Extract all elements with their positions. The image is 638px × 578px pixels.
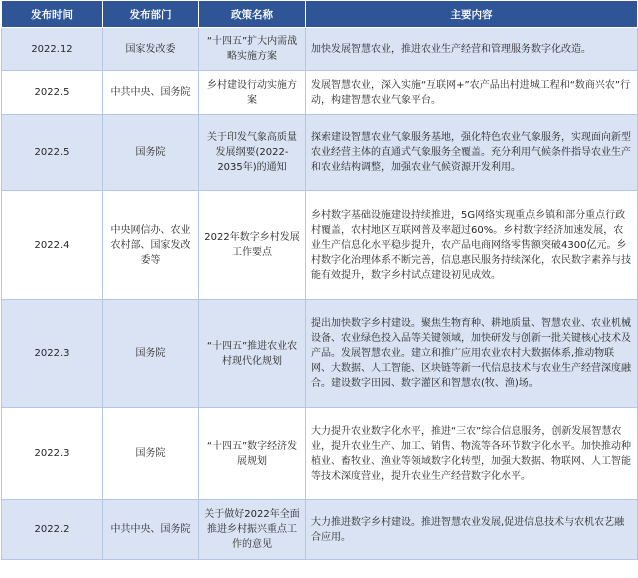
cell-content: 提出加快数字乡村建设。聚焦生物育种、耕地质量、智慧农业、农业机械设备、农业绿色投入品等关键领域，加快研发与创新一批关键核心技术及产品。发展智慧农业。建立和推广应用农业农村大数据体系,推动物联网、大数据、人工智能、区块链等新一代信息技术与农业生产经营深度融合。建设数字田园、数字灌区和智慧农(牧、渔)场。 <box>306 300 638 408</box>
header-content: 主要内容 <box>306 1 638 28</box>
cell-dept: 中央网信办、农业农村部、国家发改委等 <box>103 191 199 300</box>
table-row <box>2 408 638 500</box>
cell-date: 2022.2 <box>2 500 103 560</box>
cell-date: 2022.12 <box>2 28 103 71</box>
table-row <box>2 191 638 300</box>
cell-dept: 中共中央、国务院 <box>103 71 199 115</box>
cell-dept: 国务院 <box>103 408 199 500</box>
table-row <box>2 500 638 560</box>
cell-dept: 国家发改委 <box>103 28 199 71</box>
cell-content: 探索建设智慧农业气象服务基地，强化特色农业气象服务，实现面向新型农业经营主体的直通式气象服务全覆盖。充分利用气候条件指导农业生产和农业结构调整，加强农业气候资源开发利用。 <box>306 115 638 191</box>
cell-dept: 国务院 <box>103 115 199 191</box>
cell-dept: 中共中央、国务院 <box>103 500 199 560</box>
cell-dept: 国务院 <box>103 300 199 408</box>
table-row <box>2 115 638 191</box>
cell-content: 乡村数字基础设施建设持续推进，5G网络实现重点乡镇和部分重点行政村覆盖，农村地区互联网普及率超过60%。乡村数字经济加速发展，农业生产信息化水平稳步提升，农产品电商网络零售额突破4300亿元。乡村数字化治理体系不断完善，信息惠民服务持续深化，农民数字素养与技能有效提升，数字乡村试点建设初见成效。 <box>306 191 638 300</box>
header-name: 政策名称 <box>199 1 306 28</box>
header-date: 发布时间 <box>2 1 103 28</box>
table-row <box>2 71 638 115</box>
policy-table <box>1 0 638 560</box>
cell-date: 2022.4 <box>2 191 103 300</box>
cell-name: 乡村建设行动实施方案 <box>199 71 306 115</box>
cell-name: 关于印发气象高质量发展纲要(2022-2035年)的通知 <box>199 115 306 191</box>
cell-content: 加快发展智慧农业，推进农业生产经营和管理服务数字化改造。 <box>306 28 638 71</box>
cell-date: 2022.5 <box>2 115 103 191</box>
header-dept: 发布部门 <box>103 1 199 28</box>
cell-content: 大力提升农业数字化水平，推进“三农”综合信息服务，创新发展智慧农业，提升农业生产、加工、销售、物流等各环节数字化水平。加快推动种植业、畜牧业、渔业等领域数字化转型，加强大数据、物联网、人工智能等技术深度营业，提升农业生产经营数字化水平。 <box>306 408 638 500</box>
cell-name: “十四五”扩大内需战略实施方案 <box>199 28 306 71</box>
cell-name: “十四五”数字经济发展规划 <box>199 408 306 500</box>
cell-content: 大力推进数字乡村建设。推进智慧农业发展,促进信息技术与农机农艺融合应用。 <box>306 500 638 560</box>
cell-name: “十四五”推进农业农村现代化规划 <box>199 300 306 408</box>
cell-date: 2022.3 <box>2 408 103 500</box>
cell-content: 发展智慧农业，深入实施“互联网+”农产品出村进城工程和“数商兴农”行动，构建智慧农业气象平台。 <box>306 71 638 115</box>
cell-name: 2022年数字乡村发展工作要点 <box>199 191 306 300</box>
cell-date: 2022.5 <box>2 71 103 115</box>
cell-name: 关于做好2022年全面推进乡村振兴重点工作的意见 <box>199 500 306 560</box>
table-row <box>2 300 638 408</box>
cell-date: 2022.3 <box>2 300 103 408</box>
table-row <box>2 28 638 71</box>
table-header-row <box>2 1 638 28</box>
